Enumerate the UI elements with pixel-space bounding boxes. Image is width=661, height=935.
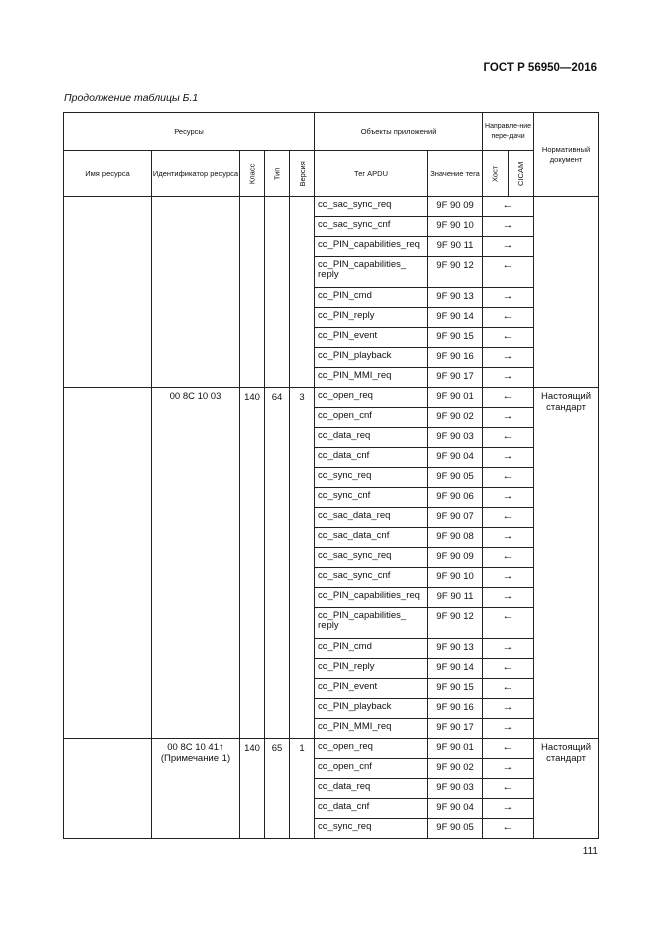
tag-value-cell: 9F 90 09 — [428, 197, 483, 217]
direction-arrow-icon: ← — [483, 257, 534, 288]
table-body — [64, 197, 599, 839]
direction-arrow-icon: → — [483, 408, 534, 428]
direction-arrow-icon: ← — [483, 739, 534, 759]
apdu-object-cell: cc_sac_data_req — [315, 508, 428, 528]
direction-arrow-icon: → — [483, 448, 534, 468]
table-row — [64, 739, 599, 759]
apdu-object-cell: cc_PIN_playback — [315, 699, 428, 719]
apdu-object-cell: cc_data_cnf — [315, 799, 428, 819]
direction-arrow-icon: → — [483, 528, 534, 548]
apdu-object-cell: cc_sac_data_cnf — [315, 528, 428, 548]
header-class — [240, 151, 265, 197]
apdu-object-cell: cc_PIN_capabilities_req — [315, 588, 428, 608]
resource-name-cell — [64, 197, 152, 388]
apdu-object-cell: cc_open_req — [315, 739, 428, 759]
direction-arrow-icon: ← — [483, 608, 534, 639]
apdu-object-cell: cc_PIN_cmd — [315, 288, 428, 308]
resource-class-cell: 140 — [240, 739, 265, 839]
direction-arrow-icon: ← — [483, 548, 534, 568]
resources-table — [63, 112, 599, 839]
tag-value-cell: 9F 90 09 — [428, 548, 483, 568]
tag-value-cell: 9F 90 04 — [428, 799, 483, 819]
header-apdu-tag: Тег APDU — [315, 151, 428, 197]
apdu-object-cell: cc_PIN_capabilities_req — [315, 237, 428, 257]
normative-document-cell: Настоящий стандарт — [534, 739, 599, 839]
tag-value-cell: 9F 90 15 — [428, 679, 483, 699]
direction-arrow-icon: → — [483, 237, 534, 257]
apdu-object-cell: cc_open_cnf — [315, 408, 428, 428]
direction-arrow-icon: ← — [483, 388, 534, 408]
direction-arrow-icon: ← — [483, 308, 534, 328]
apdu-object-cell: cc_open_req — [315, 388, 428, 408]
direction-arrow-icon: ← — [483, 197, 534, 217]
header-app-objects: Объекты приложений — [315, 113, 483, 151]
apdu-object-cell: cc_PIN_capabilities_ reply — [315, 608, 428, 639]
tag-value-cell: 9F 90 16 — [428, 699, 483, 719]
direction-arrow-icon: ← — [483, 328, 534, 348]
tag-value-cell: 9F 90 15 — [428, 328, 483, 348]
tag-value-cell: 9F 90 07 — [428, 508, 483, 528]
header-direction: Направле-ние пере-дачи — [483, 113, 534, 151]
tag-value-cell: 9F 90 05 — [428, 468, 483, 488]
table-caption: Продолжение таблицы Б.1 — [64, 92, 199, 104]
direction-arrow-icon: ← — [483, 428, 534, 448]
apdu-object-cell: cc_sync_req — [315, 819, 428, 839]
apdu-object-cell: cc_open_cnf — [315, 759, 428, 779]
tag-value-cell: 9F 90 17 — [428, 368, 483, 388]
apdu-object-cell: cc_PIN_cmd — [315, 639, 428, 659]
header-normative: Нормативный документ — [534, 113, 599, 197]
header-version — [290, 151, 315, 197]
header-resource-name: Имя ресурса — [64, 151, 152, 197]
normative-document-cell — [534, 197, 599, 388]
tag-value-cell: 9F 90 14 — [428, 659, 483, 679]
header-cicam — [509, 151, 534, 197]
tag-value-cell: 9F 90 13 — [428, 288, 483, 308]
tag-value-cell: 9F 90 06 — [428, 488, 483, 508]
apdu-object-cell: cc_sync_req — [315, 468, 428, 488]
apdu-object-cell: cc_sac_sync_cnf — [315, 568, 428, 588]
header-version-label: Версия — [297, 160, 307, 187]
tag-value-cell: 9F 90 05 — [428, 819, 483, 839]
apdu-object-cell: cc_data_req — [315, 779, 428, 799]
tag-value-cell: 9F 90 17 — [428, 719, 483, 739]
apdu-object-cell: cc_data_req — [315, 428, 428, 448]
page-number: 111 — [582, 846, 598, 857]
direction-arrow-icon: → — [483, 639, 534, 659]
direction-arrow-icon: → — [483, 488, 534, 508]
tag-value-cell: 9F 90 14 — [428, 308, 483, 328]
direction-arrow-icon: → — [483, 217, 534, 237]
tag-value-cell: 9F 90 13 — [428, 639, 483, 659]
apdu-object-cell: cc_PIN_event — [315, 679, 428, 699]
direction-arrow-icon: ← — [483, 679, 534, 699]
apdu-object-cell: cc_sac_sync_cnf — [315, 217, 428, 237]
header-class-label: Класс — [247, 163, 257, 184]
resource-name-cell — [64, 739, 152, 839]
resource-id-cell: 00 8C 10 41↑ (Примечание 1) — [152, 739, 240, 839]
direction-arrow-icon: → — [483, 799, 534, 819]
direction-arrow-icon: → — [483, 759, 534, 779]
apdu-object-cell: cc_PIN_MMI_req — [315, 368, 428, 388]
normative-document-cell: Настоящий стандарт — [534, 388, 599, 739]
direction-arrow-icon: → — [483, 288, 534, 308]
apdu-object-cell: cc_PIN_capabilities_ reply — [315, 257, 428, 288]
resource-class-cell — [240, 197, 265, 388]
apdu-object-cell: cc_data_cnf — [315, 448, 428, 468]
apdu-object-cell: cc_sac_sync_req — [315, 548, 428, 568]
header-resource-id: Идентификатор ресурса — [152, 151, 240, 197]
header-type-label: Тип — [272, 167, 282, 180]
apdu-object-cell: cc_sync_cnf — [315, 488, 428, 508]
header-host-label: Хост — [490, 165, 500, 182]
resource-type-cell: 65 — [265, 739, 290, 839]
resource-name-cell — [64, 388, 152, 739]
resource-type-cell: 64 — [265, 388, 290, 739]
direction-arrow-icon: ← — [483, 819, 534, 839]
tag-value-cell: 9F 90 08 — [428, 528, 483, 548]
resource-version-cell: 1 — [290, 739, 315, 839]
apdu-object-cell: cc_PIN_playback — [315, 348, 428, 368]
tag-value-cell: 9F 90 10 — [428, 568, 483, 588]
direction-arrow-icon: → — [483, 588, 534, 608]
tag-value-cell: 9F 90 11 — [428, 237, 483, 257]
tag-value-cell: 9F 90 04 — [428, 448, 483, 468]
header-tag-value: Значение тега — [428, 151, 483, 197]
tag-value-cell: 9F 90 01 — [428, 388, 483, 408]
resource-type-cell — [265, 197, 290, 388]
resource-version-cell: 3 — [290, 388, 315, 739]
tag-value-cell: 9F 90 01 — [428, 739, 483, 759]
apdu-object-cell: cc_PIN_event — [315, 328, 428, 348]
apdu-object-cell: cc_PIN_reply — [315, 659, 428, 679]
direction-arrow-icon: → — [483, 719, 534, 739]
document-code: ГОСТ Р 56950—2016 — [483, 62, 597, 74]
tag-value-cell: 9F 90 02 — [428, 759, 483, 779]
table-row — [64, 388, 599, 408]
tag-value-cell: 9F 90 02 — [428, 408, 483, 428]
direction-arrow-icon: → — [483, 699, 534, 719]
header-host — [483, 151, 509, 197]
resource-id-cell: 00 8C 10 03 — [152, 388, 240, 739]
tag-value-cell: 9F 90 10 — [428, 217, 483, 237]
apdu-object-cell: cc_PIN_reply — [315, 308, 428, 328]
direction-arrow-icon: → — [483, 368, 534, 388]
apdu-object-cell: cc_PIN_MMI_req — [315, 719, 428, 739]
apdu-object-cell: cc_sac_sync_req — [315, 197, 428, 217]
resource-class-cell: 140 — [240, 388, 265, 739]
tag-value-cell: 9F 90 16 — [428, 348, 483, 368]
header-type — [265, 151, 290, 197]
table-row — [64, 197, 599, 217]
direction-arrow-icon: ← — [483, 468, 534, 488]
direction-arrow-icon: ← — [483, 508, 534, 528]
tag-value-cell: 9F 90 12 — [428, 608, 483, 639]
direction-arrow-icon: → — [483, 568, 534, 588]
direction-arrow-icon: ← — [483, 779, 534, 799]
resource-version-cell — [290, 197, 315, 388]
tag-value-cell: 9F 90 03 — [428, 779, 483, 799]
direction-arrow-icon: → — [483, 348, 534, 368]
tag-value-cell: 9F 90 12 — [428, 257, 483, 288]
tag-value-cell: 9F 90 11 — [428, 588, 483, 608]
tag-value-cell: 9F 90 03 — [428, 428, 483, 448]
header-cicam-label: CICAM — [516, 161, 526, 186]
direction-arrow-icon: ← — [483, 659, 534, 679]
resource-id-cell — [152, 197, 240, 388]
header-resources: Ресурсы — [64, 113, 315, 151]
